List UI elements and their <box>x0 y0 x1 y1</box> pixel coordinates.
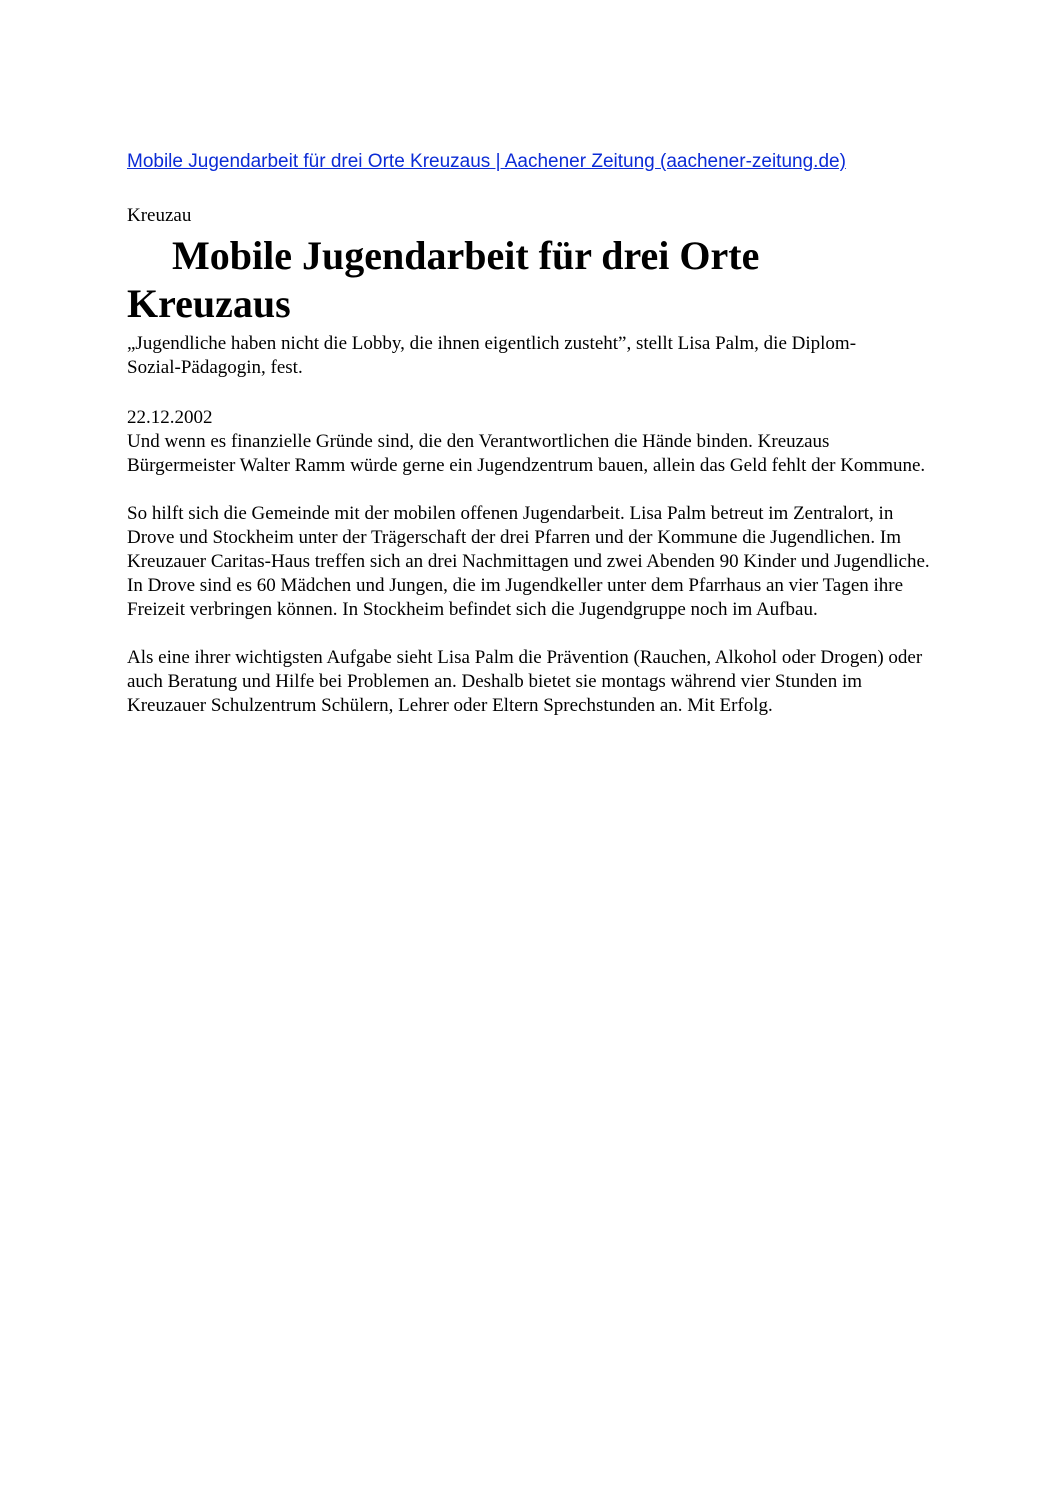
article-date: 22.12.2002 <box>127 407 213 428</box>
article-lead: „Jugendliche haben nicht die Lobby, die ihnen eigentlich zusteht”, stellt Lisa Palm, die Diplom-Sozial-Pädagogin, fest. <box>127 333 857 378</box>
article-paragraph: Und wenn es finanzielle Gründe sind, die den Verantwortlichen die Hände binden. Kreuzaus Bürgermeister Walter Ramm würde gerne ein Jugendzentrum bauen, allein das Geld fehlt der Kommune. <box>127 431 926 476</box>
article-headline: Mobile Jugendarbeit für drei Orte Kreuzaus <box>127 233 760 326</box>
section-label: Kreuzau <box>127 205 192 226</box>
document-page <box>127 150 947 718</box>
article-paragraph: So hilft sich die Gemeinde mit der mobilen offenen Jugendarbeit. Lisa Palm betreut im Zentralort, in Drove und Stockheim unter der Trägerschaft der drei Pfarren und der Kommune die Jugendlichen. Im Kreuzauer Caritas-Haus treffen sich an drei Nachmittagen und zwei Abenden 90 Kinder und Jugendliche. In Drove sind es 60 Mädchen und Jungen, die im Jugendkeller unter dem Pfarrhaus an vier Tagen ihre Freizeit verbringen können. In Stockheim befindet sich die Jugendgruppe noch im Aufbau. <box>127 503 930 620</box>
source-article-link[interactable]: Mobile Jugendarbeit für drei Orte Kreuzaus | Aachener Zeitung (aachener-zeitung.de) <box>127 151 846 172</box>
article-paragraph: Als eine ihrer wichtigsten Aufgabe sieht Lisa Palm die Prävention (Rauchen, Alkohol oder Drogen) oder auch Beratung und Hilfe bei Problemen an. Deshalb bietet sie montags während vier Stunden im Kreuzauer Schulzentrum Schülern, Lehrer oder Eltern Sprechstunden an. Mit Erfolg. <box>127 647 923 716</box>
